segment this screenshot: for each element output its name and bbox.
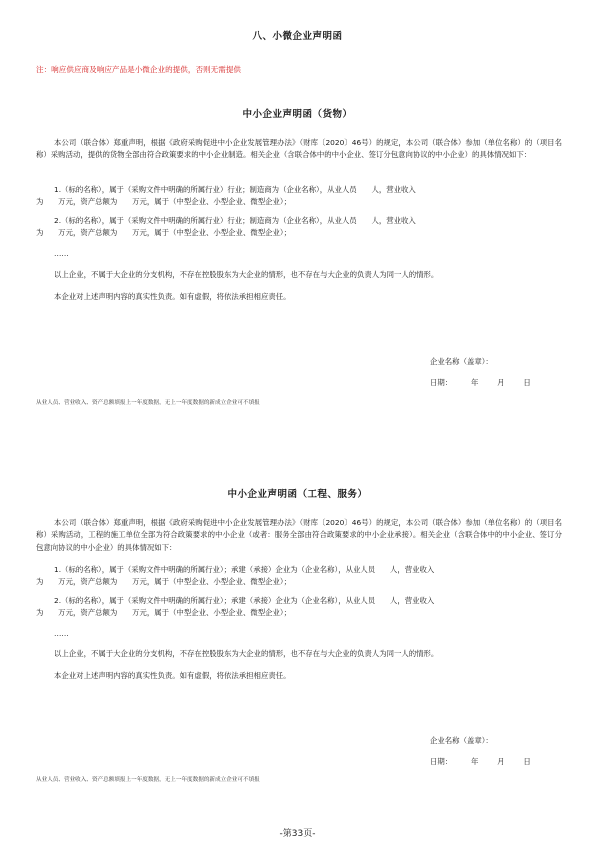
goods-item1-line2: 为 万元，资产总额为 万元，属于（中型企业、小型企业、微型企业）； <box>36 197 291 206</box>
goods-item2-line2: 为 万元，资产总额为 万元，属于（中型企业、小型企业、微型企业）； <box>36 228 291 237</box>
goods-item2-line1: 2.（标的名称），属于（采购文件中明确的所属行业）行业；制造商为（企业名称），从业人员 人，营业收入 <box>54 216 416 225</box>
page-number: -第33页- <box>279 829 316 839</box>
service-item2-line2: 为 万元，资产总额为 万元，属于（中型企业、小型企业、微型企业）； <box>36 608 291 617</box>
goods-footnote: 从业人员、营业收入、资产总额填报上一年度数据，无上一年度数据的新成立企业可不填报 <box>36 400 260 406</box>
service-declaration-title: 中小企业声明函（工程、服务） <box>227 489 368 500</box>
goods-declaration-title: 中小企业声明函（货物） <box>242 109 353 120</box>
goods-date: 日期： 年 月 日 <box>430 378 531 387</box>
goods-ellipsis: …… <box>54 249 69 258</box>
service-item1-line1: 1.（标的名称），属于（采购文件中明确的所属行业）；承建（承接）企业为（企业名称），从业人员 人，营业收入 <box>54 565 435 574</box>
service-intro-paragraph: 本公司（联合体）郑重声明，根据《政府采购促进中小企业发展管理办法》（财库〔2020〕46号）的规定，本公司（联合体）参加（单位名称）的（项目名称）采购活动，工程的施工单位全部为符合政策要求的中小企业（或者：服务全部由符合政策要求的中小企业承接）。相关企业（含联合体中的中小企业、签订分包意向协议的中小企业）的具体情况如下： <box>36 518 562 552</box>
service-statement-responsibility: 本企业对上述声明内容的真实性负责。如有虚假，将依法承担相应责任。 <box>54 671 291 680</box>
service-statement-no-large-enterprise: 以上企业，不属于大企业的分支机构，不存在控股股东为大企业的情形，也不存在与大企业的负责人为同一人的情形。 <box>54 649 439 658</box>
service-company-name-seal: 企业名称（盖章）： <box>430 736 493 745</box>
section-title: 八、小微企业声明函 <box>252 31 343 42</box>
red-note: 注：响应供应商及响应产品是小微企业的提供，否则无需提供 <box>36 65 242 74</box>
service-ellipsis: …… <box>54 629 69 638</box>
goods-company-name-seal: 企业名称（盖章）： <box>430 357 493 366</box>
goods-statement-responsibility: 本企业对上述声明内容的真实性负责。如有虚假，将依法承担相应责任。 <box>54 292 291 301</box>
goods-intro-paragraph: 本公司（联合体）郑重声明，根据《政府采购促进中小企业发展管理办法》（财库〔2020〕46号）的规定，本公司（联合体）参加（单位名称）的（项目名称）采购活动，提供的货物全部由符合政策要求的中小企业制造。相关企业（含联合体中的中小企业、签订分包意向协议的中小企业）的具体情况如下： <box>36 138 562 160</box>
service-item2-line1: 2.（标的名称），属于（采购文件中明确的所属行业）；承建（承接）企业为（企业名称），从业人员 人，营业收入 <box>54 596 435 605</box>
goods-statement-no-large-enterprise: 以上企业，不属于大企业的分支机构，不存在控股股东为大企业的情形，也不存在与大企业的负责人为同一人的情形。 <box>54 270 439 279</box>
goods-item1-line1: 1.（标的名称），属于（采购文件中明确的所属行业）行业；制造商为（企业名称），从业人员 人，营业收入 <box>54 185 416 194</box>
service-item1-line2: 为 万元，资产总额为 万元，属于（中型企业、小型企业、微型企业）； <box>36 577 291 586</box>
service-footnote: 从业人员、营业收入、资产总额填报上一年度数据，无上一年度数据的新成立企业可不填报 <box>36 777 260 783</box>
service-date: 日期： 年 月 日 <box>430 757 531 766</box>
